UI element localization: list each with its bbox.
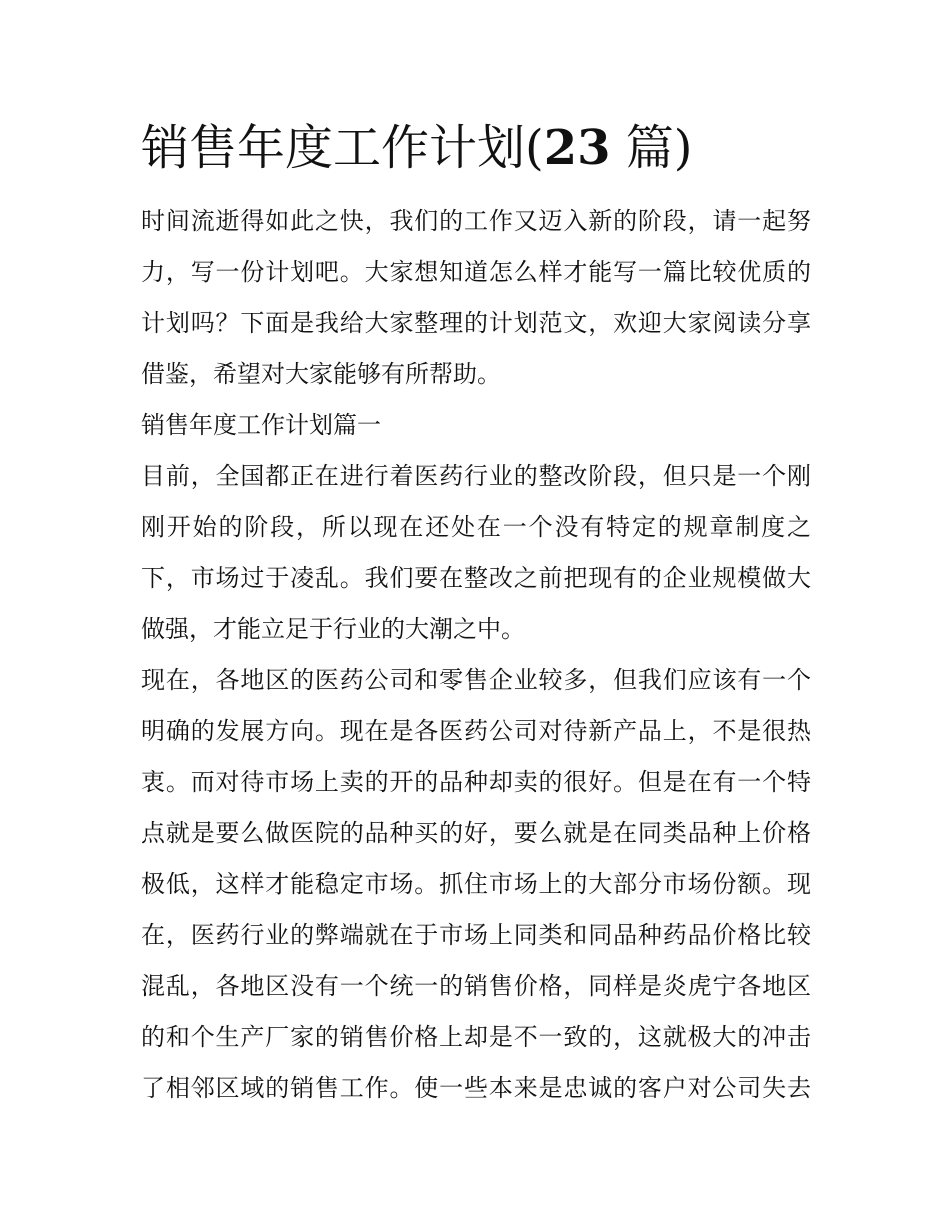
paragraph-line: 刚开始的阶段，所以现在还处在一个没有特定的规章制度之 <box>141 513 811 541</box>
paragraph-line: 极低，这样才能稳定市场。抓住市场上的大部分市场份额。现 <box>141 870 811 898</box>
paragraph-line: 现在，各地区的医药公司和零售企业较多，但我们应该有一个 <box>141 666 811 694</box>
paragraph-line: 衷。而对待市场上卖的开的品种却卖的很好。但是在有一个特 <box>141 768 811 796</box>
title-prefix: 销售年度工作计划( <box>141 120 544 176</box>
paragraph-line: 的和个生产厂家的销售价格上却是不一致的，这就极大的冲击 <box>141 1023 811 1051</box>
section-heading: 销售年度工作计划篇一 <box>141 411 381 439</box>
paragraph-line: 计划吗？下面是我给大家整理的计划范文，欢迎大家阅读分享 <box>141 309 811 337</box>
title-suffix: 篇) <box>610 120 693 176</box>
paragraph-line: 了相邻区域的销售工作。使一些本来是忠诚的客户对公司失去 <box>141 1074 811 1102</box>
paragraph-line: 在，医药行业的弊端就在于市场上同类和同品种药品价格比较 <box>141 921 811 949</box>
page-title <box>141 118 693 178</box>
paragraph-line: 借鉴，希望对大家能够有所帮助。 <box>141 360 501 388</box>
paragraph-line: 下，市场过于凌乱。我们要在整改之前把现有的企业规模做大 <box>141 564 811 592</box>
paragraph-line: 时间流逝得如此之快，我们的工作又迈入新的阶段，请一起努 <box>141 207 811 235</box>
paragraph-line: 目前，全国都正在进行着医药行业的整改阶段，但只是一个刚 <box>141 462 811 490</box>
title-number: 23 <box>543 120 611 176</box>
paragraph-line: 力，写一份计划吧。大家想知道怎么样才能写一篇比较优质的 <box>141 258 811 286</box>
paragraph-line: 做强，才能立足于行业的大潮之中。 <box>141 615 525 643</box>
document-body <box>141 196 811 1114</box>
paragraph-line: 点就是要么做医院的品种买的好，要么就是在同类品种上价格 <box>141 819 811 847</box>
paragraph-line: 明确的发展方向。现在是各医药公司对待新产品上，不是很热 <box>141 717 811 745</box>
paragraph-line: 混乱，各地区没有一个统一的销售价格，同样是炎虎宁各地区 <box>141 972 811 1000</box>
